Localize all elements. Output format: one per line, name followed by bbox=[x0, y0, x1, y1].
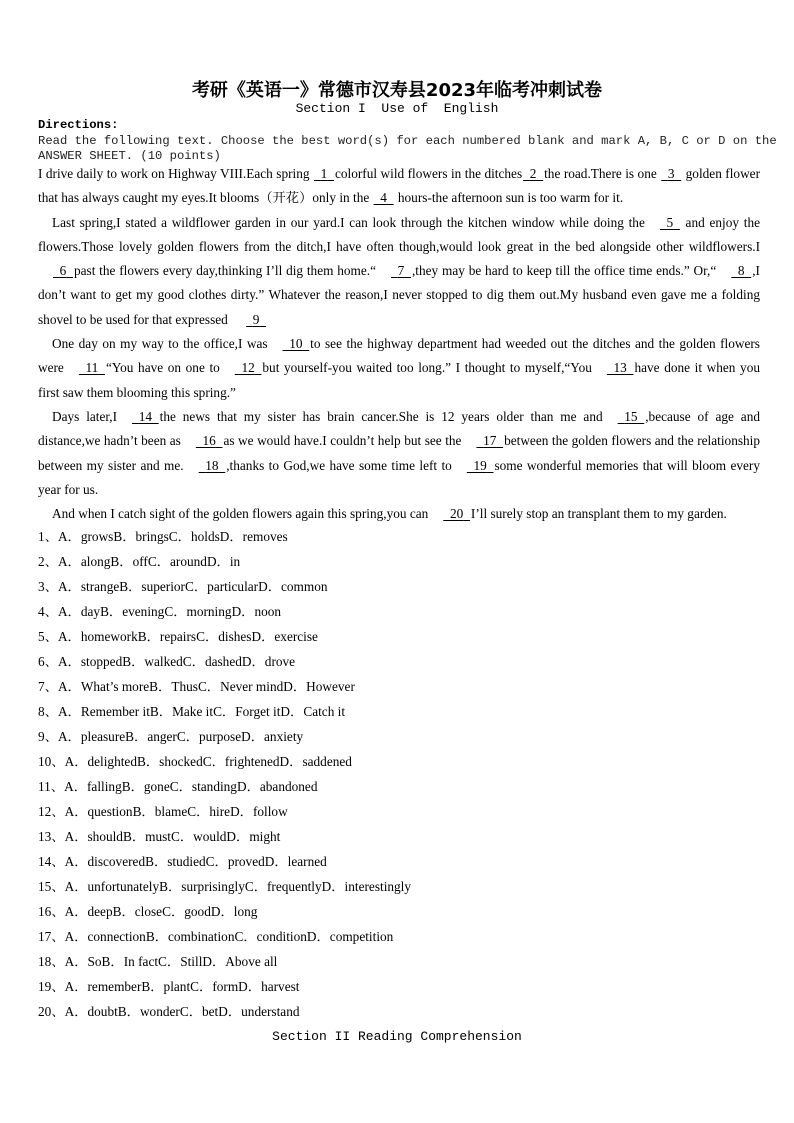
passage-text: the news that my sister has brain cancer.She is 12 years older than me and bbox=[159, 408, 603, 424]
answer-option: B．studied bbox=[145, 854, 206, 869]
numbered-blank: 7 bbox=[397, 263, 405, 279]
answer-option: A．homework bbox=[57, 629, 138, 644]
question-row bbox=[38, 626, 411, 651]
passage-text: I drive daily to work on Highway VIII.Each spring bbox=[38, 166, 313, 181]
answer-option: D．harvest bbox=[238, 979, 300, 994]
answer-option: D．noon bbox=[231, 604, 282, 619]
question-number: 4、 bbox=[38, 604, 58, 619]
answer-option: C．dishes bbox=[196, 629, 252, 644]
answer-option: D．long bbox=[210, 904, 258, 919]
answer-option: B．gone bbox=[121, 779, 170, 794]
answer-option: C．good bbox=[162, 904, 211, 919]
answer-option: D．However bbox=[283, 679, 355, 694]
exam-title: 考研《英语一》常德市汉寿县2023年临考冲刺试卷 bbox=[191, 80, 603, 101]
answer-option: A．delighted bbox=[64, 754, 137, 769]
question-row bbox=[38, 726, 411, 751]
answer-option: D．anxiety bbox=[241, 729, 304, 744]
section-ii-heading: Section II Reading Comprehension bbox=[272, 1029, 522, 1044]
section-i-heading: Section I Use of English bbox=[295, 101, 499, 116]
answer-option: A．connection bbox=[64, 929, 146, 944]
answer-option: D．drove bbox=[241, 654, 296, 669]
answer-option: D．in bbox=[206, 554, 241, 569]
passage-paragraph bbox=[38, 502, 760, 526]
numbered-blank: 20 bbox=[449, 506, 464, 522]
passage-text: ,thanks to God,we have some time left to bbox=[226, 457, 452, 473]
numbered-blank: 15 bbox=[624, 408, 638, 424]
answer-option: A．along bbox=[57, 554, 111, 569]
answer-option: A．day bbox=[57, 604, 101, 619]
answer-option: C．frightened bbox=[202, 754, 280, 769]
answer-option: D．follow bbox=[230, 804, 288, 819]
passage-text: ,they may be hard to keep till the office time ends.” Or,“ bbox=[411, 263, 717, 279]
numbered-blank: 12 bbox=[241, 360, 255, 376]
answer-option: C．around bbox=[147, 554, 207, 569]
question-number: 2、 bbox=[38, 554, 58, 569]
question-number: 6、 bbox=[38, 654, 58, 669]
passage-text: as we would have.I couldn’t help but see the bbox=[223, 433, 462, 449]
question-number: 9、 bbox=[38, 729, 58, 744]
numbered-blank: 9 bbox=[252, 311, 260, 327]
numbered-blank: 19 bbox=[473, 457, 487, 473]
numbered-blank: 18 bbox=[205, 457, 219, 473]
question-number: 1、 bbox=[38, 529, 58, 544]
answer-option: A．deep bbox=[64, 904, 113, 919]
question-row bbox=[38, 851, 411, 876]
numbered-blank: 14 bbox=[138, 408, 152, 424]
question-list bbox=[38, 526, 411, 1026]
answer-option: A．Remember it bbox=[57, 704, 150, 719]
answer-option: C．purpose bbox=[176, 729, 242, 744]
numbered-blank: 4 bbox=[380, 190, 387, 206]
question-number: 18、 bbox=[38, 954, 65, 969]
answer-option: B．plant bbox=[141, 979, 191, 994]
passage-text: “You have on one to bbox=[105, 360, 220, 376]
question-number: 20、 bbox=[38, 1004, 65, 1019]
numbered-blank: 11 bbox=[85, 360, 99, 376]
answer-option: B．Make it bbox=[149, 704, 214, 719]
answer-option: C．frequently bbox=[244, 879, 322, 894]
question-number: 11、 bbox=[38, 779, 65, 794]
answer-option: B．superior bbox=[119, 579, 185, 594]
question-row bbox=[38, 926, 411, 951]
answer-option: A．strange bbox=[57, 579, 120, 594]
directions-text-line-1: Read the following text. Choose the best word(s) for each numbered blank and mark A, B, C or D on the bbox=[38, 134, 777, 148]
answer-option: A．should bbox=[64, 829, 123, 844]
passage-text: I’ll surely stop an transplant them to my garden. bbox=[470, 506, 727, 522]
numbered-blank: 5 bbox=[666, 214, 674, 230]
passage-text: hours-the afternoon sun is too warm for it. bbox=[394, 190, 624, 206]
question-row bbox=[38, 826, 411, 851]
answer-option: D．interestingly bbox=[321, 879, 412, 894]
passage-paragraph bbox=[38, 162, 760, 211]
answer-option: C．proved bbox=[205, 854, 265, 869]
answer-option: B．repairs bbox=[137, 629, 197, 644]
answer-option: A．So bbox=[64, 954, 102, 969]
numbered-blank: 3 bbox=[667, 166, 675, 181]
answer-option: D．Catch it bbox=[280, 704, 346, 719]
answer-option: C．particular bbox=[185, 579, 259, 594]
passage-text: ,because of age and distance,we hadn’t been as bbox=[38, 408, 760, 449]
question-row bbox=[38, 776, 411, 801]
question-number: 12、 bbox=[38, 804, 65, 819]
answer-option: B．must bbox=[122, 829, 171, 844]
answer-option: B．off bbox=[110, 554, 148, 569]
numbered-blank: 13 bbox=[613, 360, 627, 376]
question-row bbox=[38, 876, 411, 901]
answer-option: C．dashed bbox=[182, 654, 242, 669]
answer-option: B．blame bbox=[132, 804, 188, 819]
answer-option: D．might bbox=[226, 829, 281, 844]
question-number: 10、 bbox=[38, 754, 65, 769]
answer-option: B．brings bbox=[113, 529, 169, 544]
question-number: 7、 bbox=[38, 679, 58, 694]
answer-option: B．surprisingly bbox=[159, 879, 245, 894]
passage-text: some wonderful memories that will bloom every year for us. bbox=[38, 457, 760, 497]
answer-option: B．shocked bbox=[136, 754, 203, 769]
passage-text: And when I catch sight of the golden flowers again this spring,you can bbox=[52, 506, 429, 522]
answer-option: A．What’s more bbox=[57, 679, 150, 694]
passage-paragraph bbox=[38, 405, 760, 502]
passage-text: Days later,I bbox=[52, 408, 118, 424]
passage-text: to see the highway department had weeded out the ditches and the golden flowers were bbox=[38, 336, 760, 376]
answer-option: B．In fact bbox=[101, 954, 159, 969]
question-row bbox=[38, 901, 411, 926]
passage-text: have done it when you first saw them blooming this spring.” bbox=[38, 360, 760, 400]
question-number: 14、 bbox=[38, 854, 65, 869]
answer-option: C．bet bbox=[179, 1004, 219, 1019]
answer-option: C．morning bbox=[164, 604, 232, 619]
question-row bbox=[38, 801, 411, 826]
answer-option: D．learned bbox=[264, 854, 327, 869]
numbered-blank: 6 bbox=[59, 263, 67, 279]
answer-option: C．would bbox=[171, 829, 227, 844]
answer-option: C．condition bbox=[234, 929, 307, 944]
question-number: 8、 bbox=[38, 704, 58, 719]
directions-text-line-2: ANSWER SHEET. (10 points) bbox=[38, 149, 221, 163]
answer-option: A．doubt bbox=[64, 1004, 118, 1019]
numbered-blank: 16 bbox=[202, 433, 216, 449]
numbered-blank: 8 bbox=[737, 263, 745, 279]
answer-option: B．walked bbox=[122, 654, 183, 669]
answer-option: A．discovered bbox=[64, 854, 146, 869]
question-row bbox=[38, 976, 411, 1001]
question-row bbox=[38, 576, 411, 601]
passage-paragraph bbox=[38, 211, 760, 332]
question-row bbox=[38, 551, 411, 576]
answer-option: D．Above all bbox=[202, 954, 278, 969]
passage-text: but yourself-you waited too long.” I thought to myself,“You bbox=[262, 360, 592, 376]
question-number: 19、 bbox=[38, 979, 65, 994]
question-number: 15、 bbox=[38, 879, 65, 894]
answer-option: B．Thus bbox=[149, 679, 198, 694]
answer-option: C．Forget it bbox=[213, 704, 281, 719]
answer-option: A．remember bbox=[64, 979, 142, 994]
numbered-blank: 2 bbox=[529, 166, 537, 181]
answer-option: C．form bbox=[190, 979, 239, 994]
answer-option: A．stopped bbox=[57, 654, 123, 669]
answer-option: D．exercise bbox=[251, 629, 318, 644]
answer-option: B．wonder bbox=[117, 1004, 180, 1019]
answer-option: A．falling bbox=[64, 779, 122, 794]
question-row bbox=[38, 751, 411, 776]
question-row bbox=[38, 601, 411, 626]
answer-option: D．abandoned bbox=[236, 779, 318, 794]
numbered-blank: 17 bbox=[483, 433, 497, 449]
answer-option: C．Still bbox=[158, 954, 203, 969]
question-number: 16、 bbox=[38, 904, 65, 919]
passage-text: the road.There is one bbox=[544, 166, 661, 181]
numbered-blank: 1 bbox=[320, 166, 328, 181]
answer-option: D．saddened bbox=[279, 754, 352, 769]
answer-option: D．competition bbox=[306, 929, 394, 944]
answer-option: A．unfortunately bbox=[64, 879, 160, 894]
answer-option: B．anger bbox=[125, 729, 177, 744]
directions-label: Directions: bbox=[38, 118, 119, 132]
passage-text: past the flowers every day,thinking I’ll dig them home.“ bbox=[73, 263, 377, 279]
question-number: 5、 bbox=[38, 629, 58, 644]
answer-option: B．evening bbox=[100, 604, 165, 619]
answer-option: C．hire bbox=[187, 804, 231, 819]
question-number: 17、 bbox=[38, 929, 65, 944]
answer-option: D．common bbox=[258, 579, 328, 594]
numbered-blank: 10 bbox=[289, 336, 303, 352]
passage-paragraph bbox=[38, 332, 760, 405]
passage-text: Last spring,I stated a wildflower garden in our yard.I can look through the kitchen window while doing the bbox=[52, 214, 645, 230]
passage-text: golden flower that has always caught my eyes.It blooms（开花）only in the bbox=[38, 166, 761, 206]
question-row bbox=[38, 701, 411, 726]
answer-option: C．holds bbox=[168, 529, 220, 544]
question-row bbox=[38, 676, 411, 701]
question-row bbox=[38, 1001, 411, 1026]
passage-text: and enjoy the flowers.Those lovely golden flowers from the ditch,I have often though,would look great in the bed alongside other wildflowers.I bbox=[38, 214, 760, 254]
question-number: 13、 bbox=[38, 829, 65, 844]
question-row bbox=[38, 526, 411, 551]
question-row bbox=[38, 651, 411, 676]
cloze-passage bbox=[38, 162, 760, 526]
question-number: 3、 bbox=[38, 579, 58, 594]
answer-option: D．removes bbox=[219, 529, 288, 544]
question-row bbox=[38, 951, 411, 976]
answer-option: B．close bbox=[112, 904, 163, 919]
answer-option: B．combination bbox=[145, 929, 235, 944]
passage-text: between the golden flowers and the relationship between my sister and me. bbox=[38, 433, 761, 473]
passage-text: ,I don’t want to get my good clothes dirty.” Whatever the reason,I never stopped to dig them out.My husband even gave me a folding shovel to be used for that expressed bbox=[38, 263, 760, 327]
answer-option: D．understand bbox=[218, 1004, 300, 1019]
passage-text: One day on my way to the office,I was bbox=[52, 336, 268, 352]
answer-option: A．pleasure bbox=[57, 729, 126, 744]
passage-text: colorful wild flowers in the ditches bbox=[334, 166, 523, 181]
answer-option: C．Never mind bbox=[197, 679, 284, 694]
answer-option: A．grows bbox=[57, 529, 114, 544]
answer-option: A．question bbox=[64, 804, 133, 819]
answer-option: C．standing bbox=[169, 779, 237, 794]
